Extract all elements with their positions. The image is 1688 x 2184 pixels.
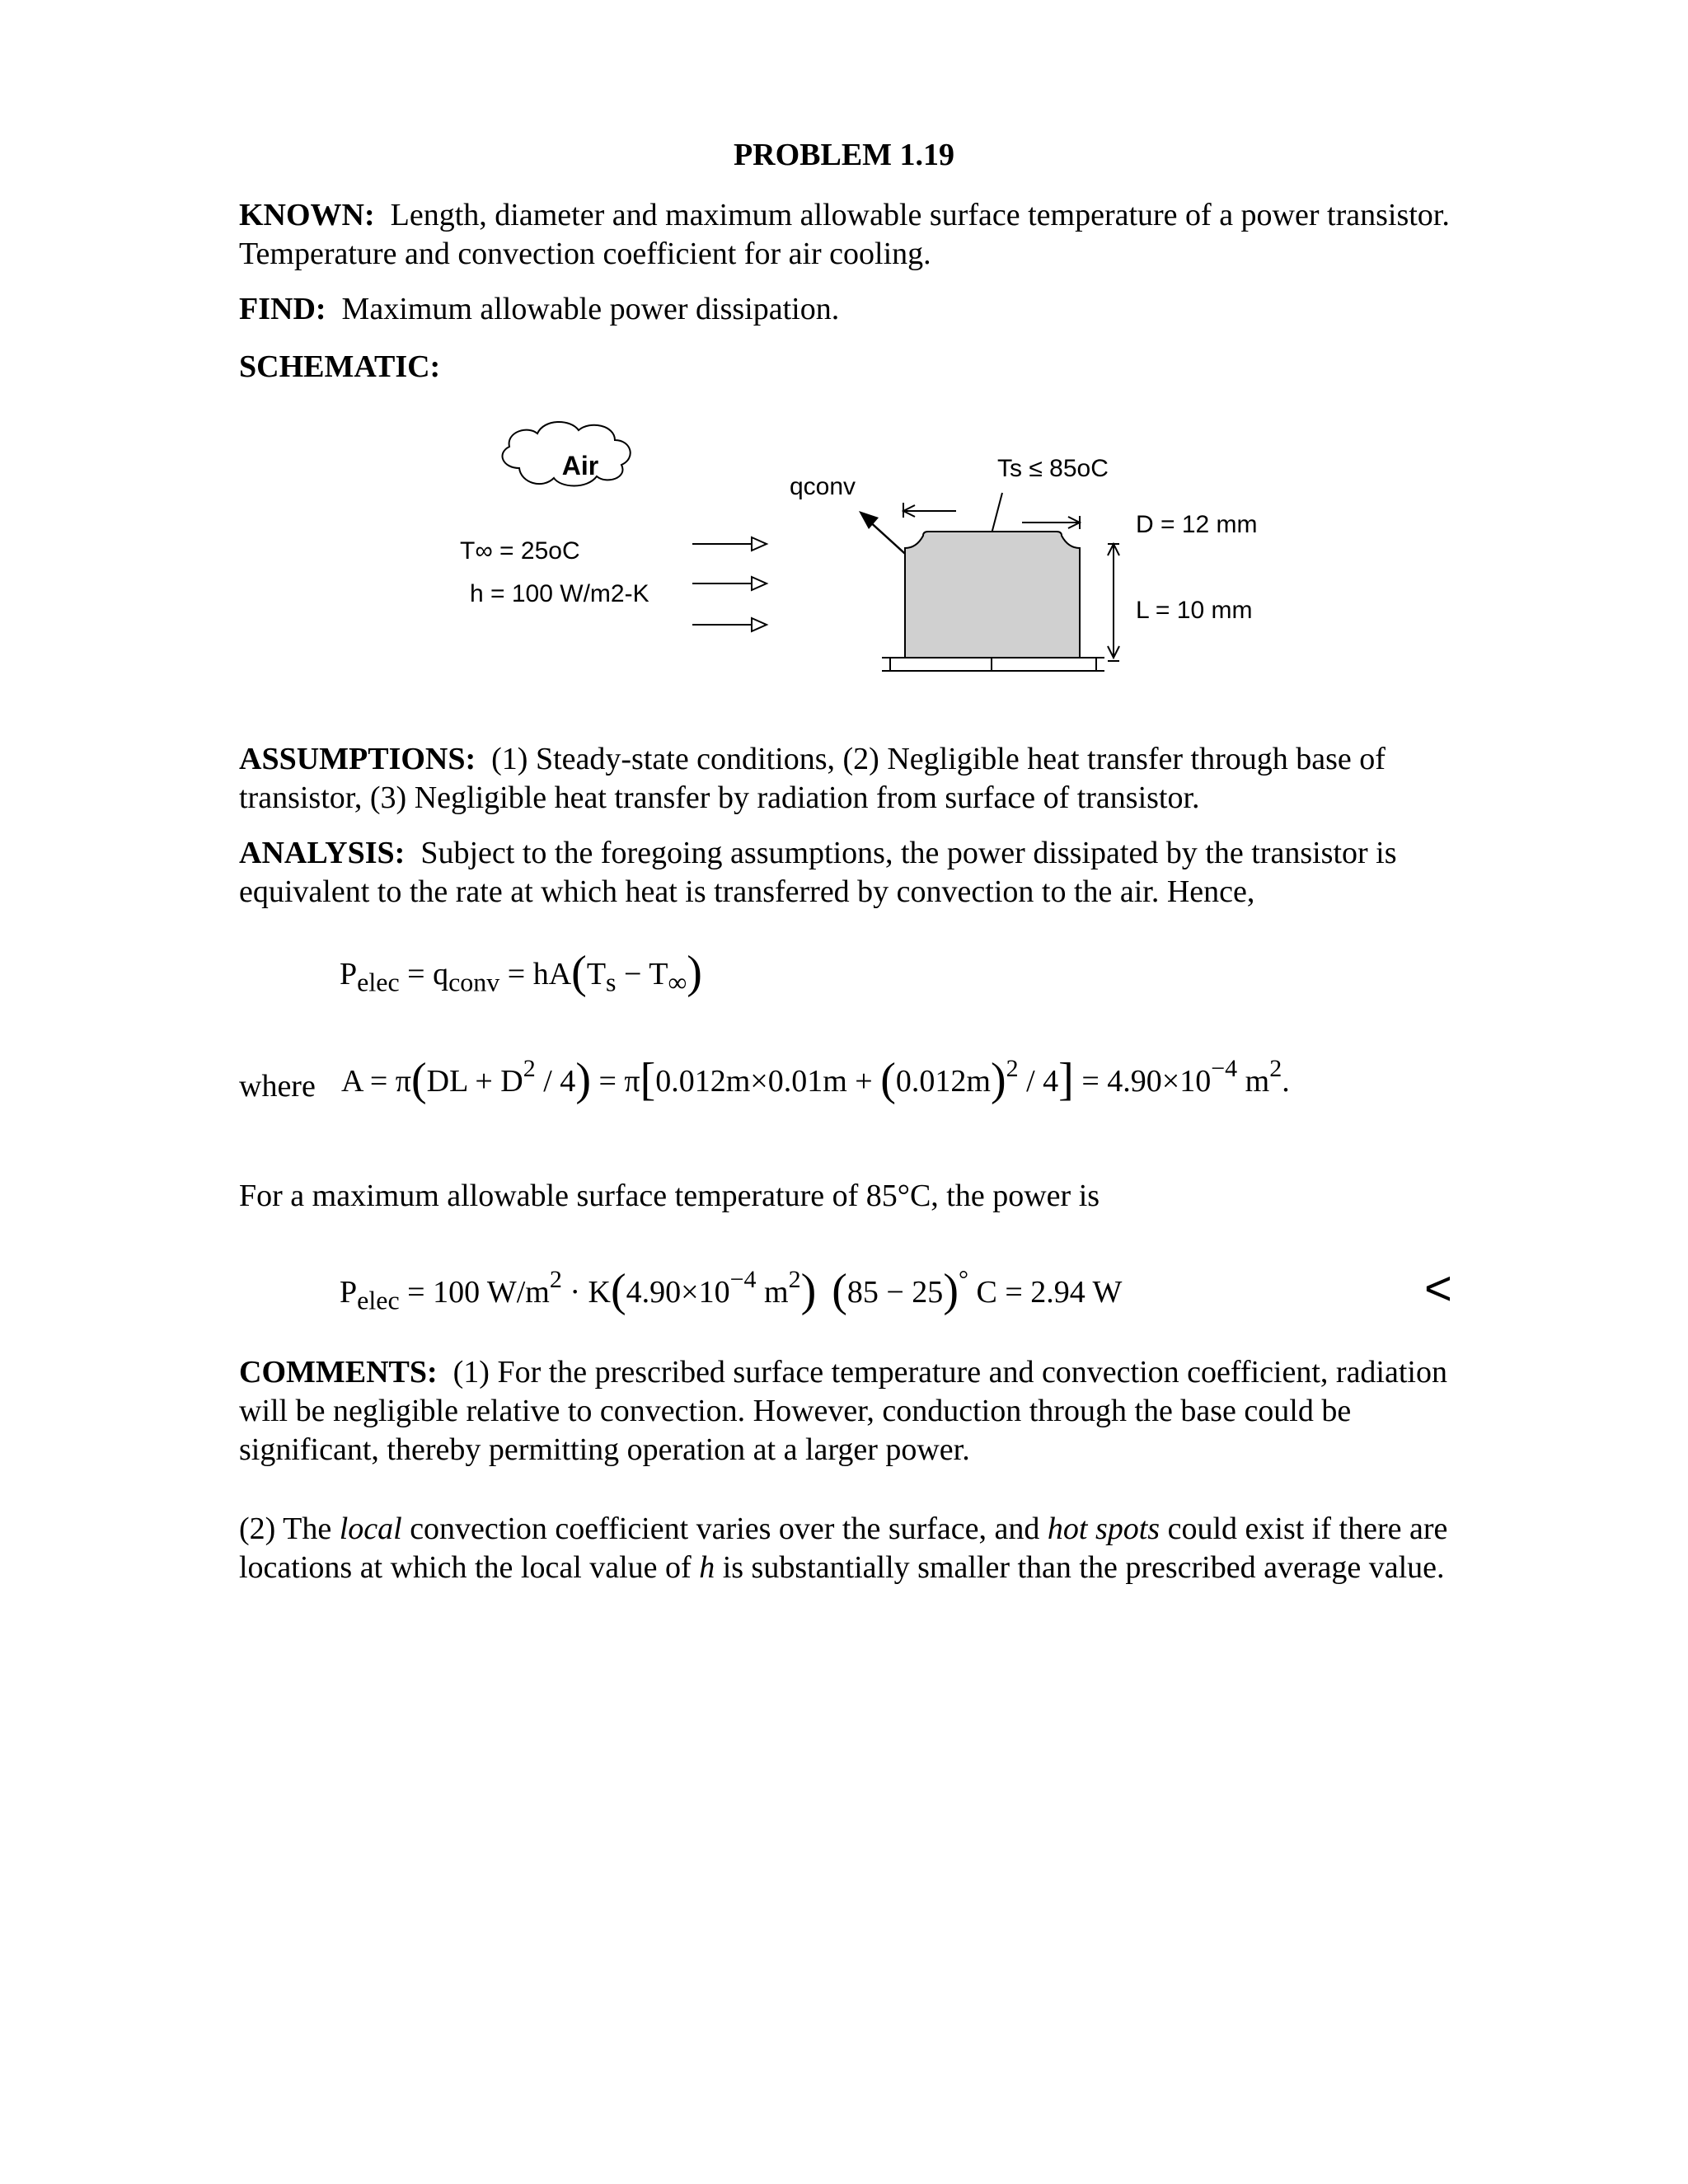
comment-2-part-d: is substantially smaller than the prescribed average value. bbox=[722, 1550, 1445, 1585]
for-max-text: For a maximum allowable surface temperature of 85°C, the power is bbox=[239, 1179, 1100, 1213]
comments-label: COMMENTS: bbox=[239, 1355, 438, 1390]
transistor-schematic bbox=[445, 412, 1352, 709]
airflow-arrows-icon bbox=[692, 537, 767, 631]
schematic-label: SCHEMATIC: bbox=[239, 349, 441, 384]
assumptions-section bbox=[239, 740, 1475, 818]
assumptions-label: ASSUMPTIONS: bbox=[239, 742, 476, 776]
schematic-heading bbox=[239, 348, 1475, 387]
equation-area: $A = \pi(DL + D^2 / 4) = \pi[0.012m\times 0.01m + (0.012m)^2 / 4] = 4.90\times 10^{-4}$ $m^2$. bbox=[341, 1054, 1290, 1105]
assumptions-text: (1) Steady-state conditions, (2) Negligible heat transfer through base of transistor, (3) Negligible heat transfer by radiation from surface of transistor. bbox=[239, 742, 1386, 815]
comment-2-part-b: convection coefficient varies over the surface, and bbox=[410, 1511, 1040, 1546]
air-label: Air bbox=[561, 451, 599, 480]
t-inf-label: T∞ = 25oC bbox=[460, 537, 580, 565]
transistor-base bbox=[882, 658, 1104, 671]
h-label: h = 100 W/m2-K bbox=[470, 580, 649, 607]
equation-power-result: $P_{elec} = 100$ $W/m^2 \cdot K(4.90\times 10^{-4}$ $m^2$) (85 − 25)° C = 2.94 W bbox=[340, 1265, 1123, 1316]
comment-2-local: local bbox=[339, 1511, 402, 1546]
diameter-dimension-icon bbox=[903, 503, 1080, 529]
ts-label: Ts ≤ 85oC bbox=[997, 455, 1109, 482]
problem-title: PROBLEM 1.19 bbox=[733, 138, 955, 172]
equation-pelec-conv: $P_{elec} = q_{conv} = hA(T_s - T_\infty)$ bbox=[340, 947, 702, 998]
where-word: where bbox=[239, 1069, 316, 1104]
comment-2-part-c: could exist if there are locations at which the local value of bbox=[239, 1511, 1448, 1585]
known-text: Length, diameter and maximum allowable surface temperature of a power transistor. Temperature and convection coefficient for air cooling. bbox=[239, 198, 1450, 271]
analysis-text: Subject to the foregoing assumptions, the power dissipated by the transistor is equivalent to the rate at which heat is transferred by convection to the air. Hence, bbox=[239, 836, 1397, 909]
known-section bbox=[239, 196, 1475, 274]
find-section bbox=[239, 290, 1475, 329]
length-label: L = 10 mm bbox=[1136, 597, 1253, 624]
find-text: Maximum allowable power dissipation. bbox=[341, 292, 840, 326]
comment-2-h: h bbox=[699, 1550, 715, 1585]
known-label: KNOWN: bbox=[239, 198, 375, 232]
analysis-section bbox=[239, 834, 1475, 912]
analysis-label: ANALYSIS: bbox=[239, 836, 406, 870]
q-conv-label: qconv bbox=[790, 473, 856, 500]
find-label: FIND: bbox=[239, 292, 326, 326]
comment-2-hot-spots: hot spots bbox=[1047, 1511, 1160, 1546]
comments-section bbox=[239, 1353, 1475, 1469]
transistor-body bbox=[905, 532, 1080, 658]
comment-2-part-a: (2) The bbox=[239, 1511, 332, 1546]
length-dimension-icon bbox=[1108, 544, 1119, 661]
comment-2 bbox=[239, 1510, 1475, 1587]
comment-1: (1) For the prescribed surface temperature and convection coefficient, radiation will be negligible relative to convection. However, conduction through the base could be significant, thereby permitting operation at a larger power. bbox=[239, 1355, 1447, 1467]
result-marker: < bbox=[1424, 1262, 1452, 1315]
diameter-label: D = 12 mm bbox=[1136, 511, 1258, 538]
